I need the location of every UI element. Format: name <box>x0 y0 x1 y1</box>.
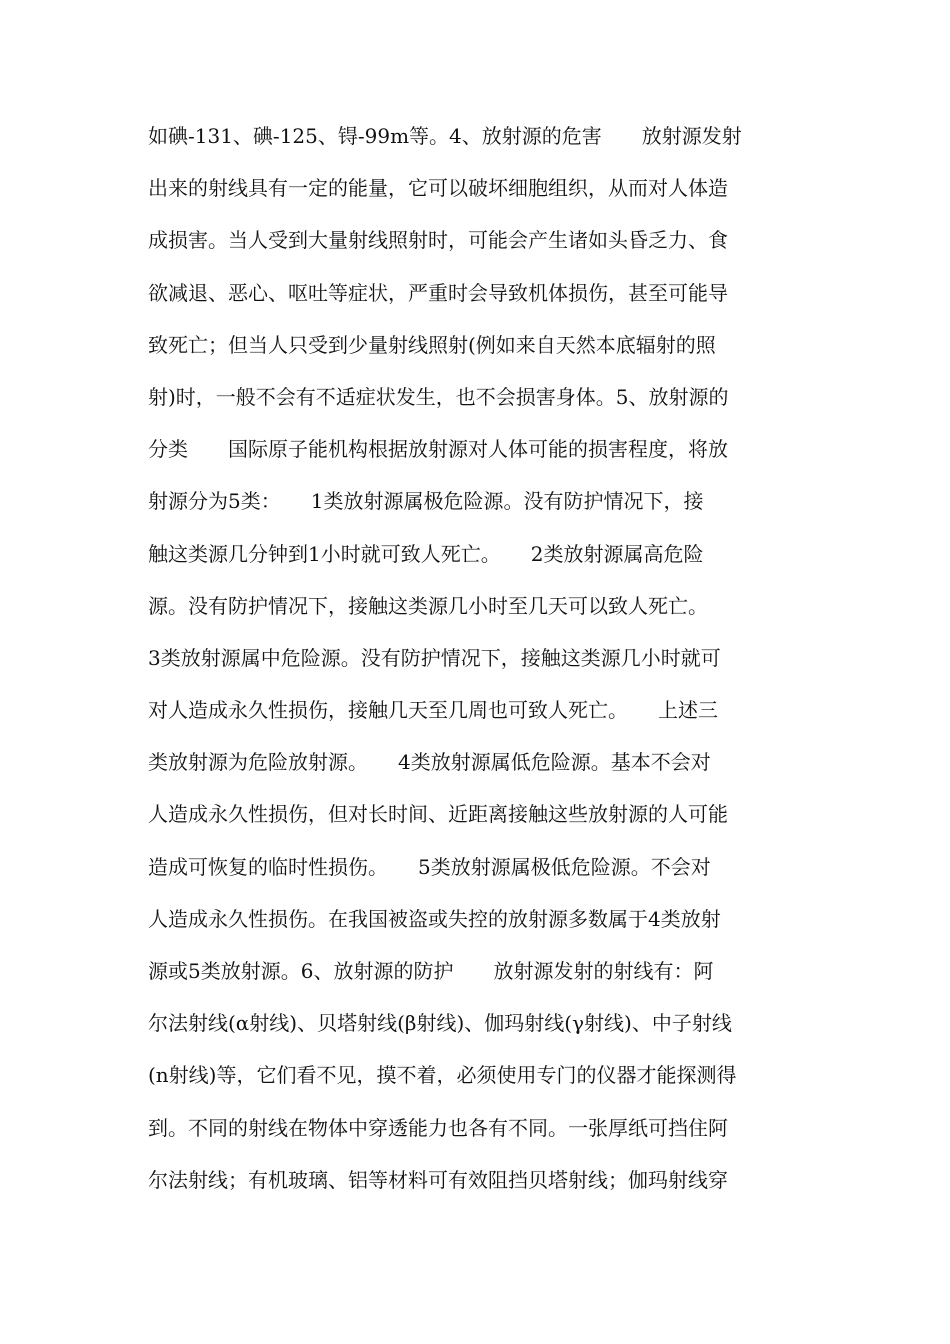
text-line: 人造成永久性损伤，但对长时间、近距离接触这些放射源的人可能 <box>148 802 728 827</box>
text-line: 尔法射线；有机玻璃、铝等材料可有效阻挡贝塔射线；伽玛射线穿 <box>148 1167 728 1192</box>
text-line: (n射线)等，它们看不见，摸不着，必须使用专门的仪器才能探测得 <box>148 1063 737 1088</box>
text-line: 源或5类放射源。6、放射源的防护 放射源发射的射线有：阿 <box>148 959 714 983</box>
text-line: 如碘-131、碘-125、锝-99m等。4、放射源的危害 放射源发射 <box>148 124 742 148</box>
text-line: 致死亡；但当人只受到少量射线照射(例如来自天然本底辐射的照 <box>148 332 716 357</box>
text-line: 射源分为5类： 1类放射源属极危险源。没有防护情况下，接 <box>148 489 704 514</box>
text-line: 到。不同的射线在物体中穿透能力也各有不同。一张厚纸可挡住阿 <box>148 1115 728 1140</box>
text-line: 尔法射线(α射线)、贝塔射线(β射线)、伽玛射线(γ射线)、中子射线 <box>148 1011 732 1036</box>
text-line: 成损害。当人受到大量射线照射时，可能会产生诸如头昏乏力、食 <box>148 228 728 253</box>
text-line: 分类 国际原子能机构根据放射源对人体可能的损害程度，将放 <box>148 437 728 462</box>
text-line: 源。没有防护情况下，接触这类源几小时至几天可以致人死亡。 <box>148 593 708 618</box>
text-line: 射)时，一般不会有不适症状发生，也不会损害身体。5、放射源的 <box>148 384 729 409</box>
text-line: 出来的射线具有一定的能量，它可以破坏细胞组织，从而对人体造 <box>148 176 728 201</box>
body-text <box>148 116 808 1212</box>
text-line: 类放射源为危险放射源。 4类放射源属低危险源。基本不会对 <box>148 750 711 775</box>
text-line: 造成可恢复的临时性损伤。 5类放射源属极低危险源。不会对 <box>148 854 711 879</box>
text-line: 对人造成永久性损伤，接触几天至几周也可致人死亡。 上述三 <box>148 698 718 723</box>
text-line: 3类放射源属中危险源。没有防护情况下，接触这类源几小时就可 <box>148 645 721 670</box>
text-line: 人造成永久性损伤。在我国被盗或失控的放射源多数属于4类放射 <box>148 906 721 931</box>
text-line: 欲减退、恶心、呕吐等症状，严重时会导致机体损伤，甚至可能导 <box>148 280 728 305</box>
text-line: 触这类源几分钟到1小时就可致人死亡。 2类放射源属高危险 <box>148 541 704 566</box>
